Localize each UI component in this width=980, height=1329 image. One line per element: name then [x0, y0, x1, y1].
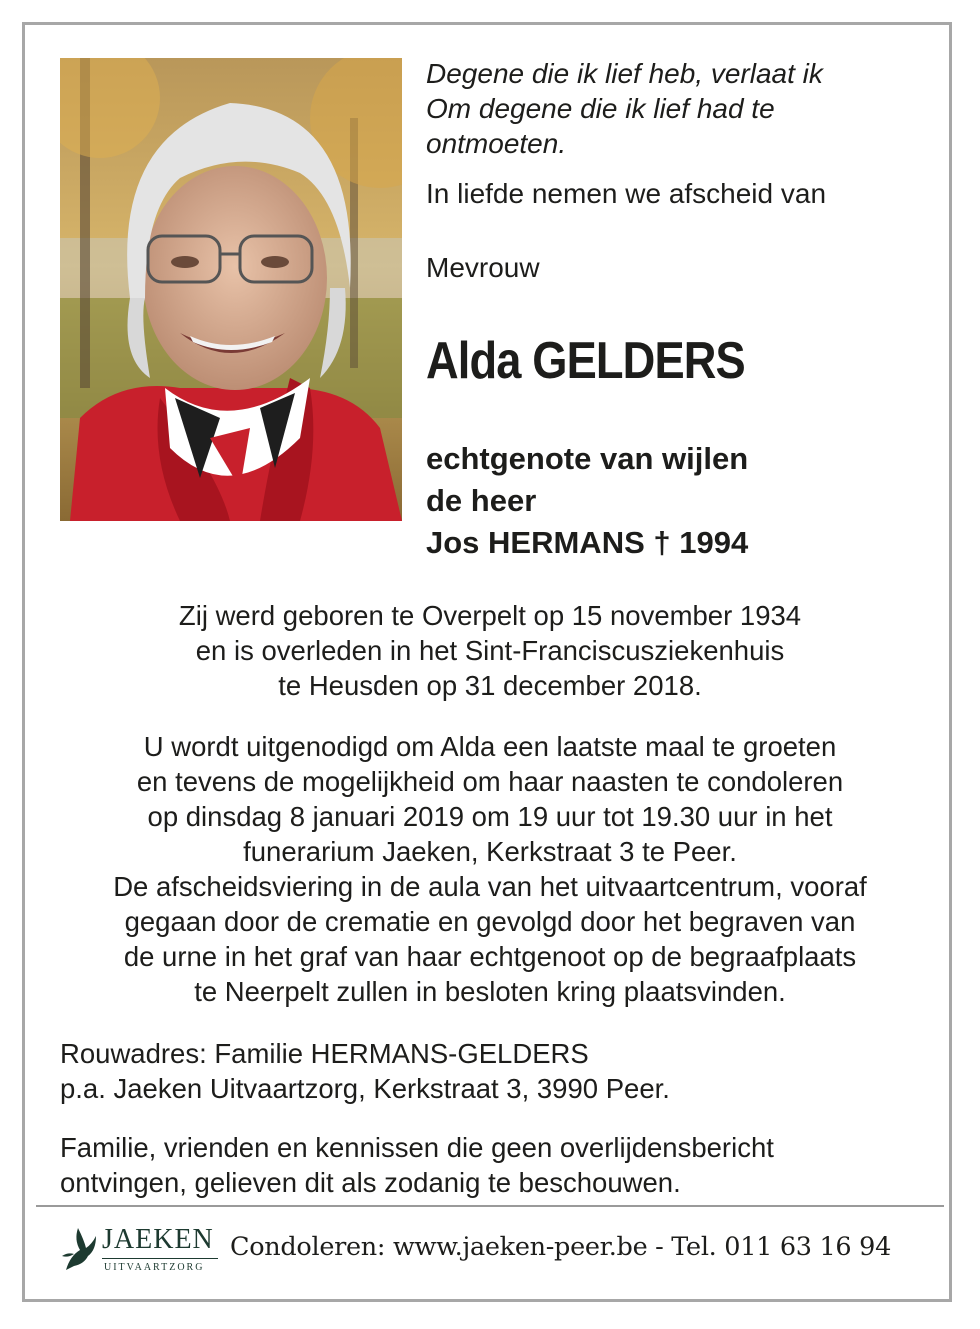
dove-icon	[60, 1226, 98, 1274]
portrait-photo	[60, 58, 402, 521]
paragraph-line: de urne in het graf van haar echtgenoot op de begraafplaats	[123, 941, 857, 972]
spouse-info	[426, 438, 748, 564]
deceased-name: Alda GELDERS	[426, 332, 745, 390]
paragraph-line: U wordt uitgenodigd om Alda een laatste maal te groeten	[143, 731, 837, 762]
poem-line: Om degene die ik lief had te	[426, 93, 775, 124]
logo-subtitle: UITVAARTZORG	[104, 1262, 205, 1273]
paragraph-line: De afscheidsviering in de aula van het uitvaartcentrum, vooraf	[113, 871, 867, 902]
paragraph-line: Zij werd geboren te Overpelt op 15 november 1934	[178, 600, 802, 631]
condolence-contact: Condoleren: www.jaeken-peer.be - Tel. 011 63 16 94	[230, 1232, 892, 1262]
paragraph-line: gegaan door de crematie en gevolgd door het begraven van	[124, 906, 856, 937]
poem-line: ontmoeten.	[426, 128, 567, 159]
paragraph-line: ontvingen, gelieven dit als zodanig te beschouwen.	[60, 1167, 681, 1198]
logo-rule	[102, 1258, 218, 1259]
paragraph-line: en tevens de mogelijkheid om haar naasten te condoleren	[136, 766, 844, 797]
footer	[60, 1222, 930, 1282]
paragraph-line: en is overleden in het Sint-Franciscusziekenhuis	[195, 635, 785, 666]
mourning-address	[60, 1036, 670, 1106]
paragraph-line: op dinsdag 8 januari 2019 om 19 uur tot 19.30 uur in het	[147, 801, 833, 832]
spouse-line: de heer	[426, 483, 537, 518]
notice-paragraph	[60, 1130, 774, 1200]
logo-name: JAEKEN	[102, 1224, 214, 1255]
poem-line: Degene die ik lief heb, verlaat ik	[426, 58, 823, 89]
footer-divider	[36, 1205, 944, 1207]
birth-death-paragraph	[40, 598, 940, 703]
honorific: Mevrouw	[426, 252, 540, 283]
poem	[426, 56, 926, 161]
intro-text: In liefde nemen we afscheid van	[426, 178, 827, 209]
paragraph-line: funerarium Jaeken, Kerkstraat 3 te Peer.	[243, 836, 737, 867]
spouse-line: echtgenote van wijlen	[426, 441, 749, 476]
paragraph-line: te Heusden op 31 december 2018.	[278, 670, 702, 701]
spouse-line: Jos HERMANS † 1994	[426, 525, 749, 560]
address-line: Rouwadres: Familie HERMANS-GELDERS	[60, 1038, 589, 1069]
invitation-paragraph	[40, 729, 940, 1009]
paragraph-line: te Neerpelt zullen in besloten kring plaatsvinden.	[194, 976, 786, 1007]
address-line: p.a. Jaeken Uitvaartzorg, Kerkstraat 3, 3990 Peer.	[60, 1073, 670, 1104]
paragraph-line: Familie, vrienden en kennissen die geen overlijdensbericht	[60, 1132, 774, 1163]
